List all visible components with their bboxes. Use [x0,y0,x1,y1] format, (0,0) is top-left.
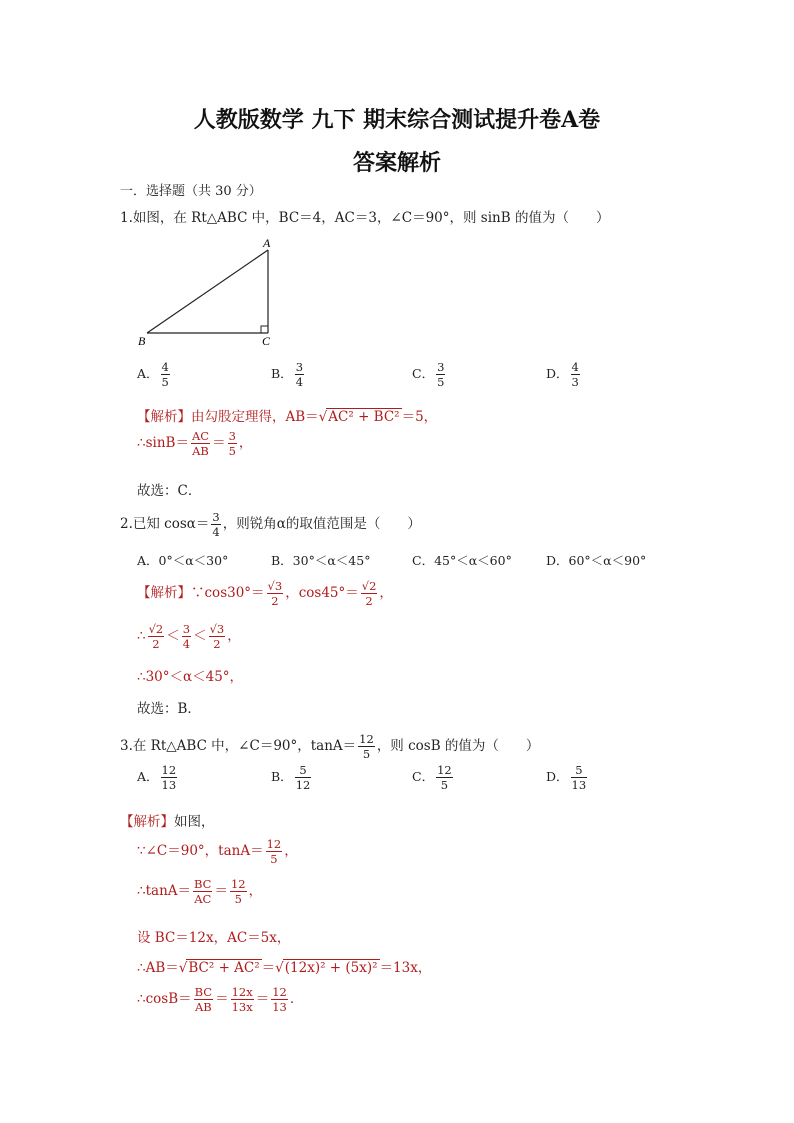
q3-solution-line4: ∴AB＝√BC² + AC² ＝√(12x)² + (5x)² ＝13x， [137,960,432,976]
q1-stem: 1.如图，在 Rt△ABC 中，BC＝4，AC＝3，∠C＝90°，则 sinB 的值为（ ） [120,210,610,226]
solution-tag: 【解析】 [137,585,191,602]
q3-option-a: A． $\frac{12}{13}$ [137,763,177,793]
q1-option-d: D． $\frac{4}{3}$ [546,360,579,390]
solution-tag: 【解析】 [120,814,174,830]
segment-ab [147,250,268,333]
q3-solution-line1: ∵∠C＝90°，tanA＝ $\frac{12}{5}$ ， [137,837,298,867]
q2-stem: 2.已知 cosα＝ $\frac{3}{4}$ ，则锐角α的取值范围是（ ） [120,510,421,540]
q2-option-d: D．60°＜α＜90° [546,553,647,568]
q3-stem: 3.在 Rt△ABC 中，∠C＝90°，tanA＝ $\frac{12}{5}$ ，则 cosB 的值为（ ） [120,732,540,762]
label-c: C [262,334,271,348]
q3-option-b: B． $\frac{5}{12}$ [271,763,311,793]
q1-solution-line1: 【解析】由勾股定理得，AB＝√AC² + BC² ＝5， [137,409,438,425]
q2-option-c: C．45°＜α＜60° [412,553,512,568]
q3-option-c: C． $\frac{12}{5}$ [412,763,452,793]
q3-solution-line2: ∴tanA＝ $\frac{BC}{AC}$ ＝ $\frac{12}{5}$ ， [137,877,263,907]
triangle-figure [130,232,290,350]
q1-option-c: C． $\frac{3}{5}$ [412,360,445,390]
q3-solution-line5: ∴cosB＝ $\frac{BC}{AB}$ ＝ $\frac{12x}{13x}$ ＝ $\frac{12}{13}$ ． [137,985,304,1015]
page-title: 人教版数学 九下 期末综合测试提升卷A卷 [193,107,601,133]
q3-solution-intro: 【解析】如图， [120,814,215,830]
q1-option-b: B． $\frac{3}{4}$ [271,360,304,390]
q1-answer: 故选：C． [137,483,202,499]
q1-solution-line2: ∴sinB＝ $\frac{AC}{AB}$ ＝ $\frac{3}{5}$ ， [137,429,253,459]
solution-tag: 【解析】 [137,409,191,425]
q2-solution-line3: ∴30°＜α＜45°， [137,669,244,685]
label-a: A [263,236,271,250]
q2-answer: 故选：B． [137,701,201,717]
page-subtitle: 答案解析 [352,150,441,176]
q1-option-a: A． $\frac{4}{5}$ [137,360,169,390]
q3-option-d: D． $\frac{5}{13}$ [546,763,587,793]
right-angle-mark [261,326,268,333]
q2-solution-line1: 【解析】∵cos30°＝ $\frac{√3}{2}$ ，cos45°＝ $\frac{√2}{2}$ ， [137,579,393,609]
q2-solution-line2: ∴ $\frac{√2}{2}$ ＜ $\frac{3}{4}$ ＜ $\frac{√3}{2}$ ， [137,622,241,652]
label-b: B [138,334,146,348]
q3-solution-line3: 设 BC＝12x，AC＝5x， [137,930,291,946]
q2-option-b: B．30°＜α＜45° [271,553,371,568]
section-heading: 一．选择题（共 30 分） [120,184,262,199]
q2-option-a: A．0°＜α＜30° [137,553,229,568]
